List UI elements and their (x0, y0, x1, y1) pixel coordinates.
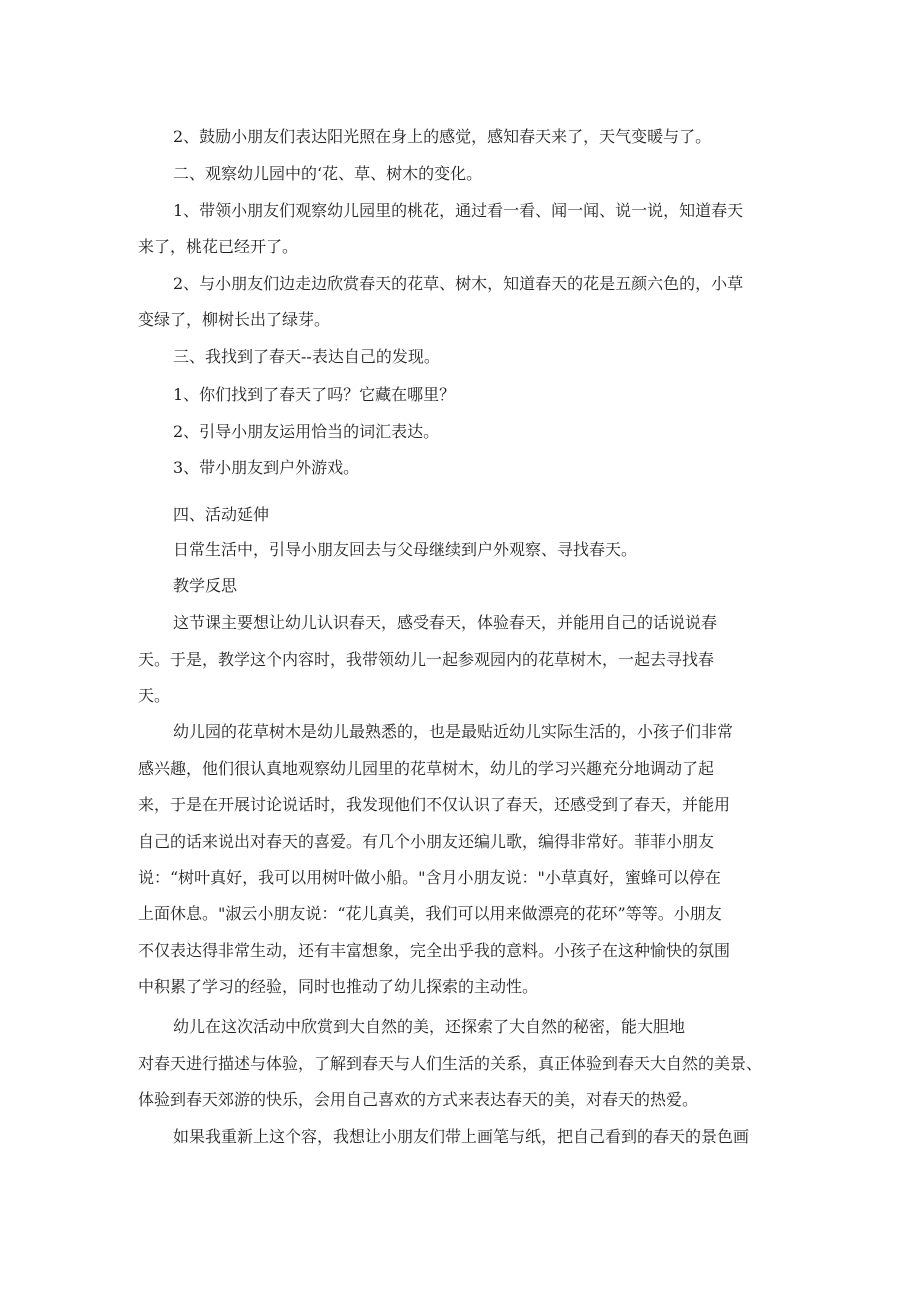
text-line: 说：“树叶真好，我可以用树叶做小船。"含月小朋友说："小草真好，蜜蜂可以停在 (138, 868, 721, 887)
section-heading: 教学反思 (173, 576, 238, 595)
text-line: 3、带小朋友到户外游戏。 (173, 458, 360, 477)
text-line: 天。于是，教学这个内容时，我带领幼儿一起参观园内的花草树木，一起去寻找春 (138, 650, 715, 669)
text-line: 上面休息。"淑云小朋友说：“花儿真美，我们可以用来做漂亮的花环”等等。小朋友 (138, 904, 722, 923)
text-line: 不仅表达得非常生动，还有丰富想象，完全出乎我的意料。小孩子在这种愉快的氛围 (138, 941, 731, 960)
text-line: 1、带领小朋友们观察幼儿园里的桃花，通过看一看、闻一闻、说一说，知道春天 (173, 201, 744, 220)
text-line: 中积累了学习的经验，同时也推动了幼儿探索的主动性。 (138, 977, 539, 996)
text-line: 这节课主要想让幼儿认识春天，感受春天，体验春天，并能用自己的话说说春 (173, 613, 718, 632)
text-line: 来了，桃花已经开了。 (138, 237, 299, 256)
text-line: 自己的话来说出对春天的喜爱。有几个小朋友还编儿歌，编得非常好。菲菲小朋友 (138, 832, 715, 851)
text-line: 幼儿在这次活动中欣赏到大自然的美，还探索了大自然的秘密，能大胆地 (173, 1017, 686, 1036)
section-heading: 三、我找到了春天--表达自己的发现。 (173, 347, 440, 366)
text-line: 2、鼓励小朋友们表达阳光照在身上的感觉，感知春天来了，天气变暖与了。 (173, 127, 712, 146)
text-line: 对春天进行描述与体验，了解到春天与人们生活的关系，真正体验到春天大自然的美景、 (138, 1054, 763, 1073)
text-line: 来，于是在开展讨论说话时，我发现他们不仅认识了春天，还感受到了春天，并能用 (138, 795, 731, 814)
section-heading: 四、活动延伸 (173, 505, 270, 524)
text-line: 幼儿园的花草树木是幼儿最熟悉的，也是最贴近幼儿实际生活的，小孩子们非常 (173, 722, 734, 741)
text-line: 变绿了，柳树长出了绿芽。 (138, 310, 331, 329)
text-line: 天。 (138, 686, 171, 705)
text-line: 2、与小朋友们边走边欣赏春天的花草、树木，知道春天的花是五颜六色的，小草 (173, 274, 744, 293)
text-line: 体验到春天郊游的快乐，会用自己喜欢的方式来表达春天的美，对春天的热爱。 (138, 1090, 699, 1109)
text-line: 如果我重新上这个容，我想让小朋友们带上画笔与纸，把自己看到的春天的景色画 (173, 1127, 750, 1146)
text-line: 1、你们找到了春天了吗？它藏在哪里？ (173, 385, 456, 404)
text-line: 日常生活中，引导小朋友回去与父母继续到户外观察、寻找春天。 (173, 540, 638, 559)
section-heading: 二、观察幼儿园中的‘花、草、树木的变化。 (173, 164, 483, 183)
text-line: 感兴趣，他们很认真地观察幼儿园里的花草树木，幼儿的学习兴趣充分地调动了起 (138, 759, 715, 778)
text-line: 2、引导小朋友运用恰当的词汇表达。 (173, 422, 440, 441)
